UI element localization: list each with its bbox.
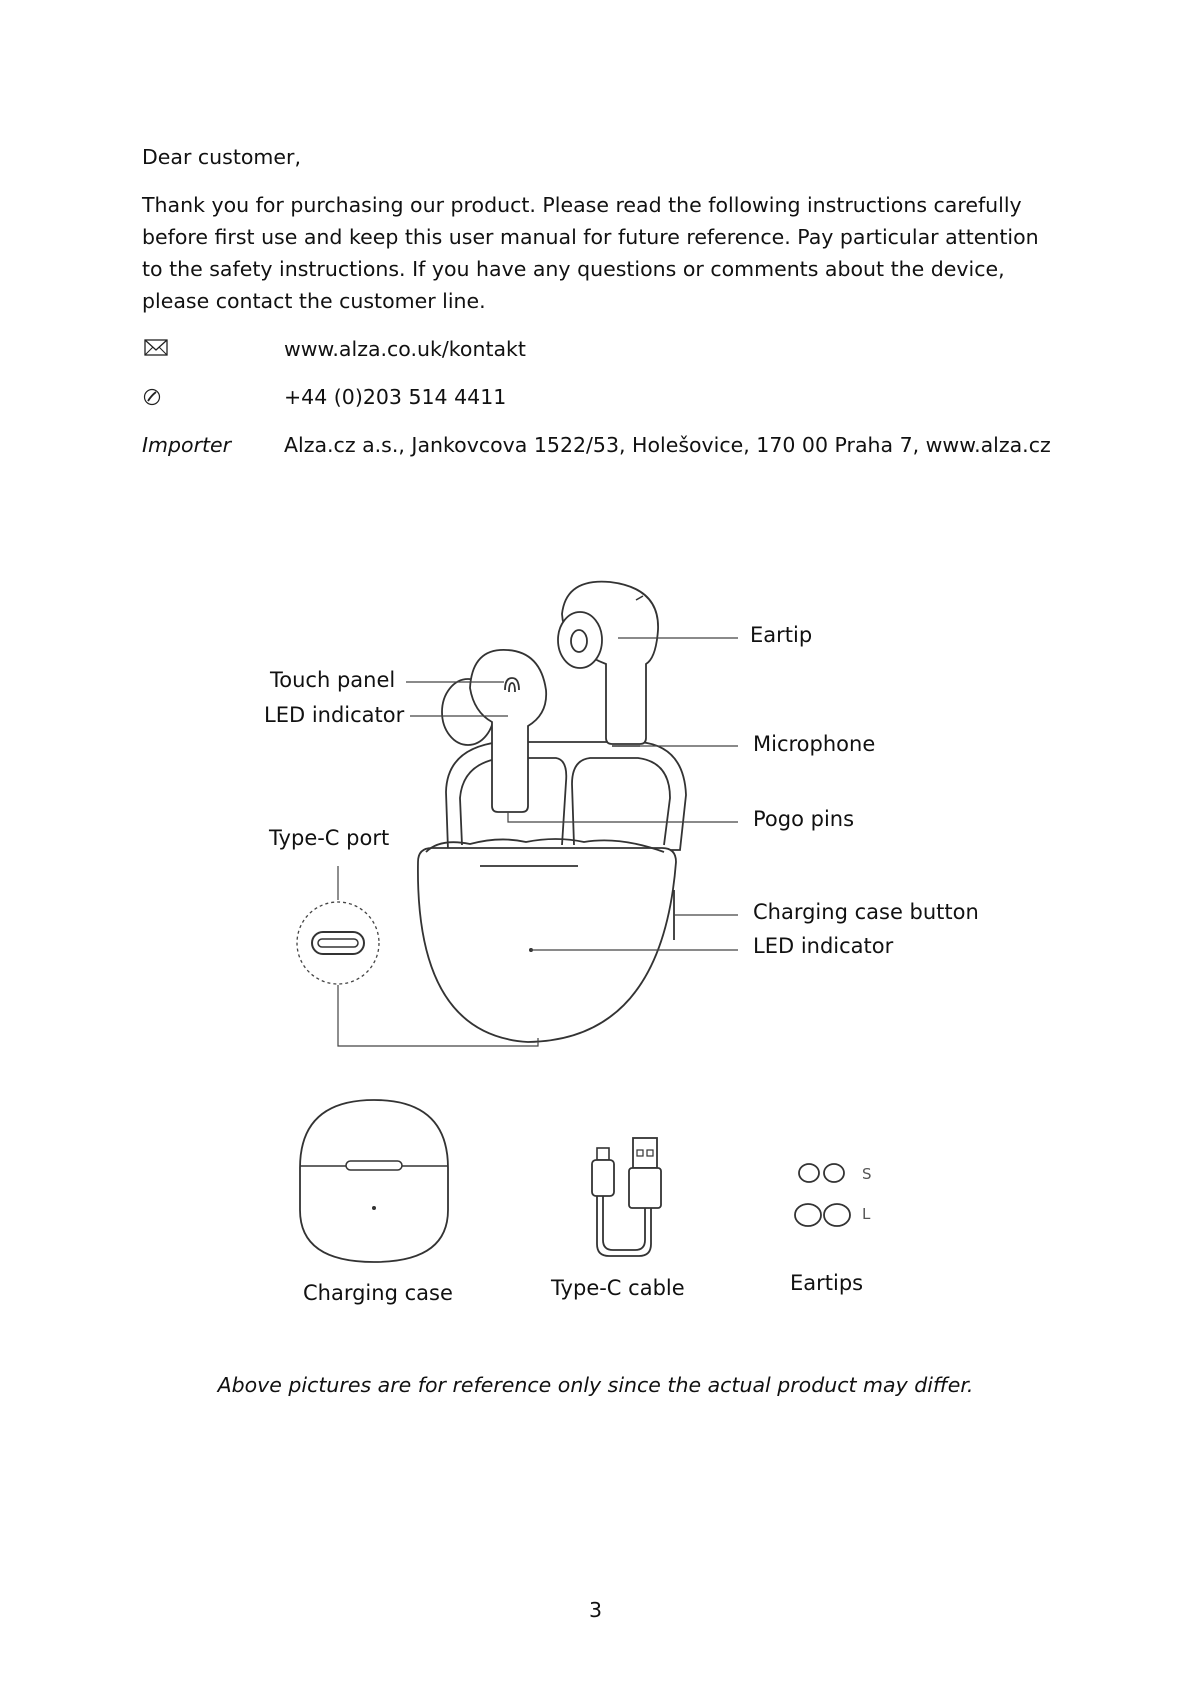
importer-label: Importer (142, 433, 232, 457)
label-touch-panel: Touch panel (270, 668, 396, 692)
package-charging-case-illustration (300, 1100, 448, 1262)
contact-email[interactable]: www.alza.co.uk/kontakt (284, 337, 526, 361)
label-type-c-port: Type-C port (269, 826, 390, 850)
case-base-illustration (418, 839, 676, 1042)
label-size-s: S (862, 1165, 872, 1183)
label-size-l: L (862, 1205, 871, 1223)
label-type-c-cable: Type-C cable (551, 1276, 685, 1300)
label-eartip: Eartip (750, 623, 813, 647)
greeting: Dear customer, (142, 145, 301, 169)
right-earbud-illustration (558, 582, 658, 746)
contact-phone[interactable]: +44 (0)203 514 4411 (284, 385, 507, 409)
package-type-c-cable-illustration (592, 1138, 661, 1256)
label-pogo-pins: Pogo pins (753, 807, 855, 831)
page-number: 3 (588, 1598, 603, 1622)
label-led-indicator-earbud: LED indicator (264, 703, 405, 727)
label-microphone: Microphone (753, 732, 876, 756)
label-eartips: Eartips (790, 1271, 864, 1295)
intro-paragraph: Thank you for purchasing our product. Please read the following instructions carefully before first use and keep this user manual for future reference. Pay particular attention to the safety instructions. If you have any questions or comments about the device, please contact the customer line. (142, 193, 1039, 313)
disclaimer: Above pictures are for reference only since the actual product may differ. (217, 1373, 974, 1397)
importer-value: Alza.cz a.s., Jankovcova 1522/53, Holešovice, 170 00 Praha 7, www.alza.cz (284, 433, 1051, 457)
label-charging-case: Charging case (303, 1281, 453, 1305)
case-lid-illustration (446, 742, 686, 850)
type-c-port-callout (297, 902, 379, 984)
package-eartips-illustration (795, 1164, 850, 1226)
label-led-indicator-case: LED indicator (753, 934, 894, 958)
label-charging-case-button: Charging case button (753, 900, 979, 924)
